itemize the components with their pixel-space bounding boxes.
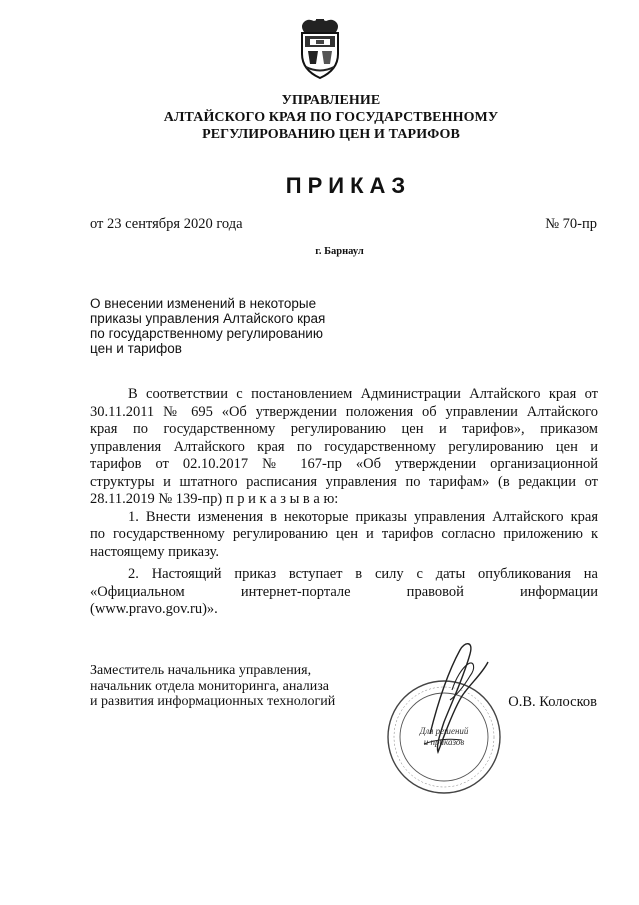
subject-line: цен и тарифов	[90, 341, 182, 356]
item2-line: 2. Настоящий приказ вступает в силу с даты опубликования на	[128, 566, 598, 582]
item2-line: (www.pravo.gov.ru)».	[90, 601, 218, 617]
document-body	[90, 386, 598, 619]
preamble-line: управления Алтайского края по государственному регулированию цен и	[90, 438, 598, 455]
preamble-line: 30.11.2011 № 695 «Об утверждении положения об управлении Алтайского	[90, 403, 598, 420]
signer-position-line: начальник отдела мониторинга, анализа	[90, 678, 329, 694]
document-subject	[90, 296, 340, 356]
preamble-line: края по государственному регулированию цен и тарифов», приказом	[90, 421, 598, 437]
item1-line: настоящему приказу.	[90, 543, 219, 560]
document-date: от 23 сентября 2020 года	[90, 216, 243, 232]
document-number: № 70-пр	[545, 216, 597, 232]
subject-line: О внесении изменений в некоторые	[90, 296, 317, 311]
preamble-line: тарифов от 02.10.2017 № 167-пр «Об утверждении организационной	[90, 456, 598, 472]
organization-name	[100, 92, 562, 143]
org-line: РЕГУЛИРОВАНИЮ ЦЕН И ТАРИФОВ	[202, 127, 460, 142]
coat-of-arms-icon	[296, 18, 344, 80]
svg-text:и приказов: и приказов	[423, 737, 465, 747]
stamp-text: Для решений	[419, 726, 469, 736]
preamble-line: В соответствии с постановлением Администрации Алтайского края от	[128, 386, 598, 402]
document-city: г. Барнаул	[315, 246, 364, 257]
document-title: ПРИКАЗ	[285, 173, 412, 198]
subject-line: по государственному регулированию	[90, 326, 323, 341]
org-line: УПРАВЛЕНИЕ	[281, 93, 381, 108]
preamble-line: структуры и штатного расписания управления по тарифам» (в редакции от	[90, 473, 598, 490]
signer-name: О.В. Колосков	[508, 694, 597, 710]
signer-position-line: и развития информационных технологий	[90, 694, 336, 709]
signer-position-line: Заместитель начальника управления,	[90, 663, 312, 678]
item2-line: «Официальном интернет-портале правовой информации	[90, 583, 598, 600]
signer-position	[90, 663, 335, 710]
preamble-line: 28.11.2019 № 139-пр) п р и к а з ы в а ю:	[90, 491, 339, 507]
official-stamp-and-signature	[378, 642, 518, 812]
org-line: АЛТАЙСКОГО КРАЯ ПО ГОСУДАРСТВЕННОМУ	[163, 110, 499, 125]
item1-line: 1. Внести изменения в некоторые приказы управления Алтайского края	[128, 508, 598, 525]
subject-line: приказы управления Алтайского края	[90, 311, 326, 326]
item1-line: по государственному регулированию цен и тарифов согласно приложению к	[90, 526, 598, 542]
